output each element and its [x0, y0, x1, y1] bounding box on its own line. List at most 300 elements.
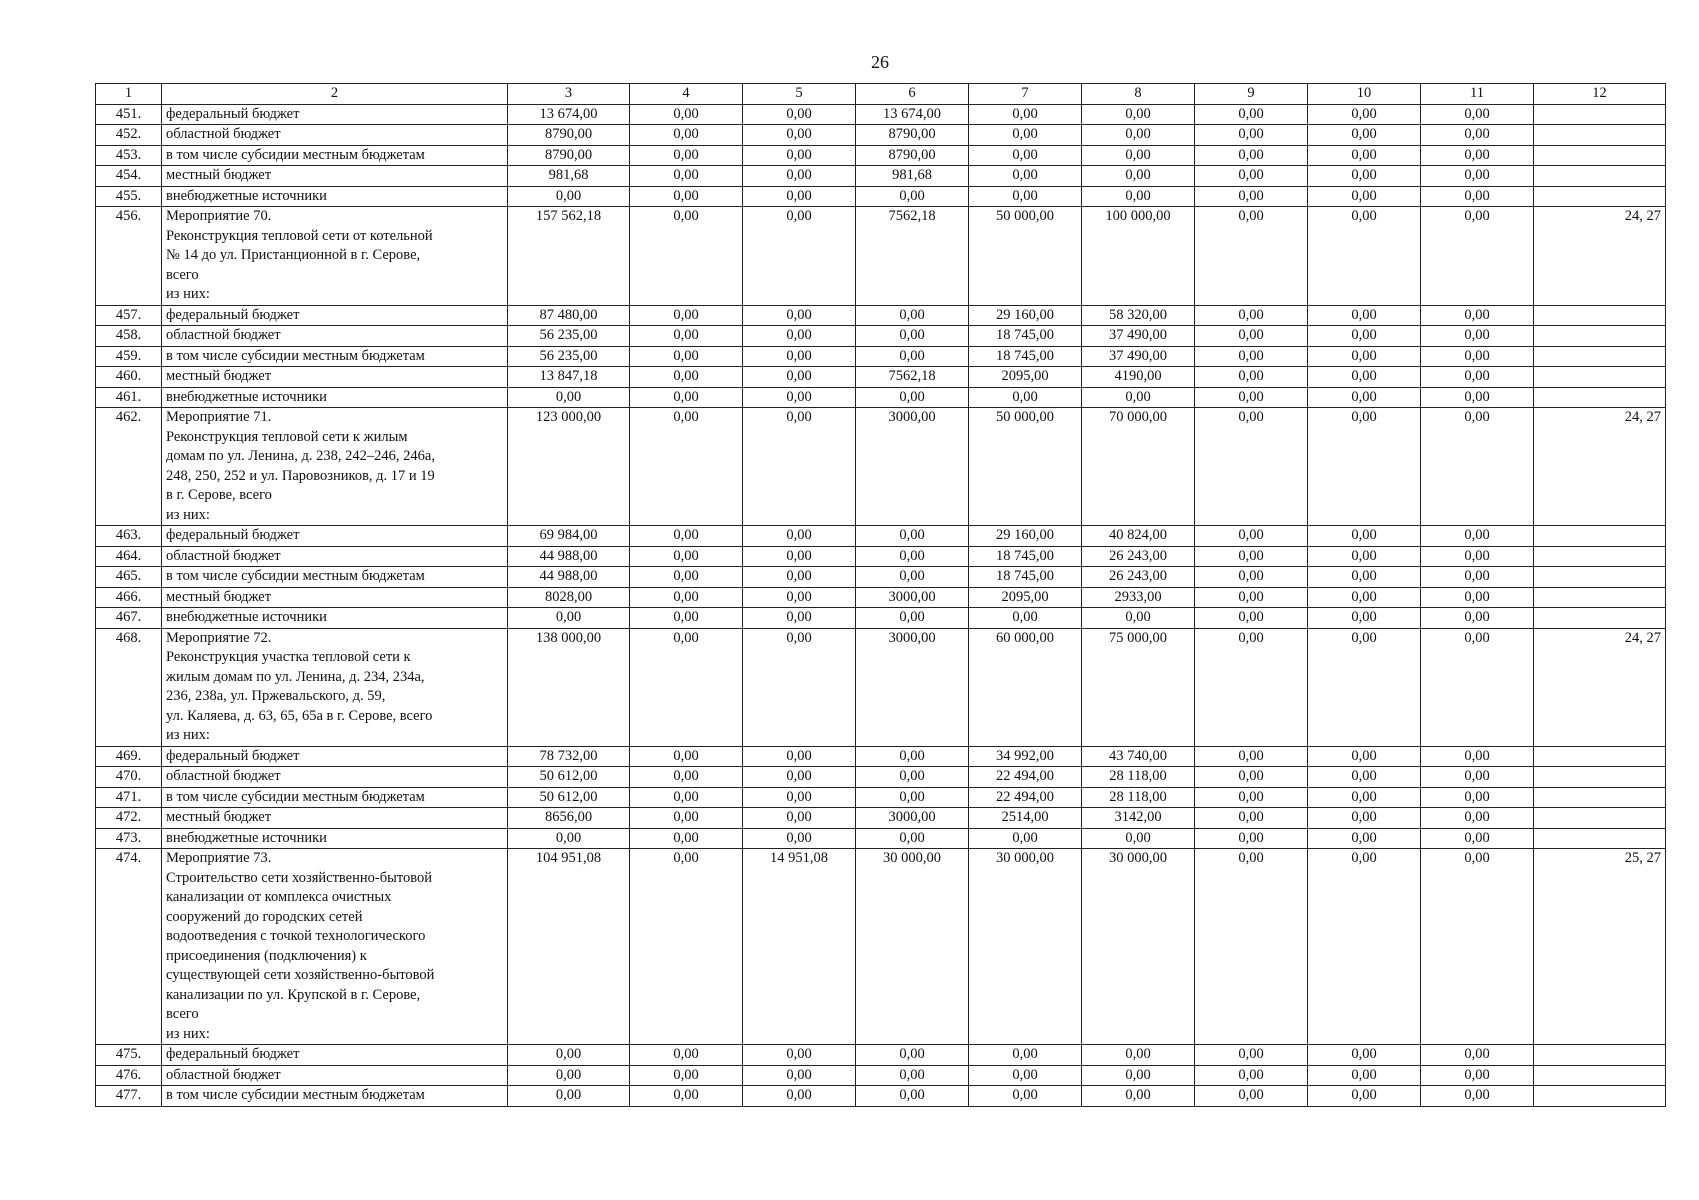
target-indicators: [1534, 145, 1666, 166]
row-number: 457.: [96, 305, 162, 326]
value-col-4: 0,00: [630, 305, 743, 326]
row-number: 466.: [96, 587, 162, 608]
value-col-8: 30 000,00: [1082, 849, 1195, 1045]
row-number: 471.: [96, 787, 162, 808]
value-col-10: 0,00: [1308, 166, 1421, 187]
value-col-6: 3000,00: [856, 808, 969, 829]
column-header-10: 10: [1308, 84, 1421, 105]
value-col-10: 0,00: [1308, 367, 1421, 388]
value-col-5: 0,00: [743, 1065, 856, 1086]
target-indicators: [1534, 587, 1666, 608]
value-col-4: 0,00: [630, 526, 743, 547]
value-col-3: 123 000,00: [508, 408, 630, 526]
value-col-10: 0,00: [1308, 808, 1421, 829]
value-col-4: 0,00: [630, 125, 743, 146]
row-number: 451.: [96, 104, 162, 125]
value-col-11: 0,00: [1421, 787, 1534, 808]
value-col-6: 0,00: [856, 767, 969, 788]
row-number: 467.: [96, 608, 162, 629]
value-col-7: 2095,00: [969, 367, 1082, 388]
value-col-7: 0,00: [969, 1086, 1082, 1107]
value-col-8: 43 740,00: [1082, 746, 1195, 767]
row-number: 476.: [96, 1065, 162, 1086]
value-col-8: 70 000,00: [1082, 408, 1195, 526]
row-name: Мероприятие 71. Реконструкция тепловой сети к жилым домам по ул. Ленина, д. 238, 242–246, 246а, 248, 250, 252 и ул. Паровозников, д. 17 и 19 в г. Серове, всего из них:: [162, 408, 508, 526]
target-indicators: [1534, 1065, 1666, 1086]
value-col-11: 0,00: [1421, 828, 1534, 849]
column-header-8: 8: [1082, 84, 1195, 105]
target-indicators: [1534, 787, 1666, 808]
value-col-11: 0,00: [1421, 1086, 1534, 1107]
value-col-7: 0,00: [969, 145, 1082, 166]
value-col-3: 69 984,00: [508, 526, 630, 547]
value-col-9: 0,00: [1195, 367, 1308, 388]
value-col-4: 0,00: [630, 546, 743, 567]
value-col-4: 0,00: [630, 767, 743, 788]
value-col-3: 0,00: [508, 608, 630, 629]
value-col-8: 26 243,00: [1082, 567, 1195, 588]
table-row: [96, 1086, 1666, 1107]
value-col-7: 0,00: [969, 387, 1082, 408]
value-col-8: 0,00: [1082, 387, 1195, 408]
value-col-7: 0,00: [969, 186, 1082, 207]
value-col-7: 0,00: [969, 166, 1082, 187]
value-col-7: 29 160,00: [969, 305, 1082, 326]
value-col-10: 0,00: [1308, 186, 1421, 207]
value-col-9: 0,00: [1195, 166, 1308, 187]
table-row: [96, 346, 1666, 367]
value-col-8: 0,00: [1082, 1045, 1195, 1066]
value-col-6: 3000,00: [856, 628, 969, 746]
value-col-11: 0,00: [1421, 367, 1534, 388]
value-col-10: 0,00: [1308, 326, 1421, 347]
value-col-5: 0,00: [743, 628, 856, 746]
value-col-4: 0,00: [630, 828, 743, 849]
row-number: 477.: [96, 1086, 162, 1107]
value-col-6: 8790,00: [856, 125, 969, 146]
value-col-4: 0,00: [630, 808, 743, 829]
value-col-9: 0,00: [1195, 346, 1308, 367]
value-col-4: 0,00: [630, 145, 743, 166]
table-row: [96, 746, 1666, 767]
value-col-5: 0,00: [743, 387, 856, 408]
value-col-6: 3000,00: [856, 408, 969, 526]
value-col-6: 0,00: [856, 1065, 969, 1086]
value-col-5: 0,00: [743, 166, 856, 187]
value-col-7: 18 745,00: [969, 326, 1082, 347]
row-name: в том числе субсидии местным бюджетам: [162, 346, 508, 367]
value-col-11: 0,00: [1421, 546, 1534, 567]
value-col-6: 0,00: [856, 526, 969, 547]
row-number: 462.: [96, 408, 162, 526]
row-name: Мероприятие 73. Строительство сети хозяйственно-бытовой канализации от комплекса очистных сооружений до городских сетей водоотведения с точкой технологического присоединения (подключения) к существующей сети хозяйственно-бытовой канализации по ул. Крупской в г. Серове, всего из них:: [162, 849, 508, 1045]
value-col-8: 28 118,00: [1082, 767, 1195, 788]
page-number: 26: [871, 52, 889, 72]
value-col-5: 0,00: [743, 104, 856, 125]
table-row: [96, 587, 1666, 608]
value-col-11: 0,00: [1421, 1045, 1534, 1066]
row-name: областной бюджет: [162, 767, 508, 788]
value-col-3: 104 951,08: [508, 849, 630, 1045]
value-col-7: 18 745,00: [969, 546, 1082, 567]
value-col-9: 0,00: [1195, 787, 1308, 808]
value-col-8: 75 000,00: [1082, 628, 1195, 746]
value-col-7: 29 160,00: [969, 526, 1082, 547]
row-name: внебюджетные источники: [162, 387, 508, 408]
value-col-7: 60 000,00: [969, 628, 1082, 746]
value-col-8: 58 320,00: [1082, 305, 1195, 326]
target-indicators: [1534, 387, 1666, 408]
target-indicators: [1534, 767, 1666, 788]
table-row: [96, 104, 1666, 125]
value-col-9: 0,00: [1195, 1045, 1308, 1066]
value-col-11: 0,00: [1421, 125, 1534, 146]
value-col-3: 56 235,00: [508, 326, 630, 347]
value-col-5: 0,00: [743, 526, 856, 547]
value-col-9: 0,00: [1195, 145, 1308, 166]
row-number: 456.: [96, 207, 162, 306]
value-col-5: 0,00: [743, 787, 856, 808]
row-name: в том числе субсидии местным бюджетам: [162, 567, 508, 588]
value-col-10: 0,00: [1308, 628, 1421, 746]
table-row: [96, 808, 1666, 829]
row-name: в том числе субсидии местным бюджетам: [162, 787, 508, 808]
row-name: местный бюджет: [162, 166, 508, 187]
row-number: 474.: [96, 849, 162, 1045]
value-col-3: 157 562,18: [508, 207, 630, 306]
row-number: 465.: [96, 567, 162, 588]
value-col-10: 0,00: [1308, 767, 1421, 788]
value-col-10: 0,00: [1308, 305, 1421, 326]
row-name: местный бюджет: [162, 367, 508, 388]
value-col-9: 0,00: [1195, 104, 1308, 125]
table-row: [96, 186, 1666, 207]
value-col-4: 0,00: [630, 628, 743, 746]
row-number: 473.: [96, 828, 162, 849]
value-col-9: 0,00: [1195, 125, 1308, 146]
value-col-6: 3000,00: [856, 587, 969, 608]
value-col-3: 0,00: [508, 1045, 630, 1066]
value-col-3: 13 847,18: [508, 367, 630, 388]
row-number: 458.: [96, 326, 162, 347]
column-header-6: 6: [856, 84, 969, 105]
value-col-8: 26 243,00: [1082, 546, 1195, 567]
row-name: местный бюджет: [162, 808, 508, 829]
value-col-7: 18 745,00: [969, 567, 1082, 588]
value-col-9: 0,00: [1195, 408, 1308, 526]
value-col-5: 0,00: [743, 207, 856, 306]
row-name: внебюджетные источники: [162, 186, 508, 207]
value-col-4: 0,00: [630, 186, 743, 207]
value-col-7: 0,00: [969, 1045, 1082, 1066]
column-header-2: 2: [162, 84, 508, 105]
column-header-3: 3: [508, 84, 630, 105]
target-indicators: [1534, 808, 1666, 829]
value-col-3: 50 612,00: [508, 767, 630, 788]
value-col-3: 0,00: [508, 1065, 630, 1086]
budget-table: [95, 83, 1666, 1107]
value-col-10: 0,00: [1308, 587, 1421, 608]
value-col-3: 981,68: [508, 166, 630, 187]
value-col-9: 0,00: [1195, 207, 1308, 306]
value-col-4: 0,00: [630, 387, 743, 408]
row-number: 463.: [96, 526, 162, 547]
column-header-7: 7: [969, 84, 1082, 105]
value-col-10: 0,00: [1308, 546, 1421, 567]
value-col-5: 0,00: [743, 186, 856, 207]
value-col-7: 2514,00: [969, 808, 1082, 829]
value-col-3: 50 612,00: [508, 787, 630, 808]
value-col-10: 0,00: [1308, 1086, 1421, 1107]
table-row: [96, 767, 1666, 788]
value-col-10: 0,00: [1308, 207, 1421, 306]
value-col-11: 0,00: [1421, 767, 1534, 788]
value-col-6: 981,68: [856, 166, 969, 187]
value-col-8: 0,00: [1082, 186, 1195, 207]
table-row: [96, 546, 1666, 567]
value-col-7: 0,00: [969, 1065, 1082, 1086]
value-col-6: 0,00: [856, 567, 969, 588]
row-number: 464.: [96, 546, 162, 567]
row-name: федеральный бюджет: [162, 526, 508, 547]
value-col-11: 0,00: [1421, 608, 1534, 629]
row-number: 468.: [96, 628, 162, 746]
value-col-11: 0,00: [1421, 408, 1534, 526]
value-col-7: 0,00: [969, 608, 1082, 629]
value-col-8: 28 118,00: [1082, 787, 1195, 808]
value-col-11: 0,00: [1421, 145, 1534, 166]
table-row: [96, 1045, 1666, 1066]
row-name: Мероприятие 72. Реконструкция участка тепловой сети к жилым домам по ул. Ленина, д. 234, 234а, 236, 238а, ул. Пржевальского, д. 59, ул. Каляева, д. 63, 65, 65а в г. Серове, всего из них:: [162, 628, 508, 746]
value-col-11: 0,00: [1421, 166, 1534, 187]
value-col-10: 0,00: [1308, 567, 1421, 588]
value-col-8: 0,00: [1082, 1086, 1195, 1107]
value-col-8: 0,00: [1082, 125, 1195, 146]
value-col-7: 2095,00: [969, 587, 1082, 608]
row-number: 455.: [96, 186, 162, 207]
value-col-6: 0,00: [856, 546, 969, 567]
value-col-9: 0,00: [1195, 1065, 1308, 1086]
table-row: [96, 849, 1666, 1045]
value-col-4: 0,00: [630, 408, 743, 526]
value-col-9: 0,00: [1195, 608, 1308, 629]
table-row: [96, 125, 1666, 146]
value-col-11: 0,00: [1421, 628, 1534, 746]
value-col-10: 0,00: [1308, 104, 1421, 125]
value-col-6: 7562,18: [856, 367, 969, 388]
value-col-9: 0,00: [1195, 186, 1308, 207]
value-col-9: 0,00: [1195, 326, 1308, 347]
target-indicators: [1534, 567, 1666, 588]
column-header-5: 5: [743, 84, 856, 105]
value-col-4: 0,00: [630, 367, 743, 388]
target-indicators: 24, 27: [1534, 628, 1666, 746]
value-col-9: 0,00: [1195, 808, 1308, 829]
value-col-4: 0,00: [630, 166, 743, 187]
value-col-9: 0,00: [1195, 1086, 1308, 1107]
value-col-8: 0,00: [1082, 145, 1195, 166]
value-col-7: 30 000,00: [969, 849, 1082, 1045]
value-col-10: 0,00: [1308, 849, 1421, 1045]
value-col-5: 0,00: [743, 326, 856, 347]
value-col-6: 0,00: [856, 305, 969, 326]
value-col-10: 0,00: [1308, 1065, 1421, 1086]
value-col-11: 0,00: [1421, 587, 1534, 608]
value-col-10: 0,00: [1308, 828, 1421, 849]
row-name: местный бюджет: [162, 587, 508, 608]
row-name: федеральный бюджет: [162, 746, 508, 767]
value-col-9: 0,00: [1195, 305, 1308, 326]
target-indicators: [1534, 608, 1666, 629]
value-col-4: 0,00: [630, 587, 743, 608]
value-col-6: 13 674,00: [856, 104, 969, 125]
target-indicators: [1534, 166, 1666, 187]
target-indicators: [1534, 125, 1666, 146]
target-indicators: [1534, 305, 1666, 326]
column-header-11: 11: [1421, 84, 1534, 105]
value-col-8: 100 000,00: [1082, 207, 1195, 306]
header-row: [96, 84, 1666, 105]
value-col-4: 0,00: [630, 608, 743, 629]
value-col-5: 0,00: [743, 1086, 856, 1107]
value-col-8: 37 490,00: [1082, 346, 1195, 367]
value-col-3: 0,00: [508, 387, 630, 408]
value-col-7: 22 494,00: [969, 767, 1082, 788]
value-col-10: 0,00: [1308, 608, 1421, 629]
row-name: областной бюджет: [162, 1065, 508, 1086]
table-row: [96, 305, 1666, 326]
value-col-7: 0,00: [969, 125, 1082, 146]
row-number: 475.: [96, 1045, 162, 1066]
table-row: [96, 628, 1666, 746]
row-name: в том числе субсидии местным бюджетам: [162, 1086, 508, 1107]
value-col-11: 0,00: [1421, 746, 1534, 767]
column-header-12: 12: [1534, 84, 1666, 105]
value-col-6: 0,00: [856, 787, 969, 808]
target-indicators: [1534, 746, 1666, 767]
row-number: 461.: [96, 387, 162, 408]
value-col-11: 0,00: [1421, 387, 1534, 408]
value-col-5: 0,00: [743, 567, 856, 588]
value-col-11: 0,00: [1421, 346, 1534, 367]
value-col-7: 50 000,00: [969, 408, 1082, 526]
target-indicators: 24, 27: [1534, 207, 1666, 306]
row-name: областной бюджет: [162, 125, 508, 146]
value-col-6: 0,00: [856, 326, 969, 347]
value-col-3: 0,00: [508, 186, 630, 207]
target-indicators: 24, 27: [1534, 408, 1666, 526]
value-col-4: 0,00: [630, 849, 743, 1045]
value-col-6: 0,00: [856, 746, 969, 767]
value-col-10: 0,00: [1308, 145, 1421, 166]
value-col-5: 0,00: [743, 808, 856, 829]
value-col-4: 0,00: [630, 326, 743, 347]
target-indicators: [1534, 346, 1666, 367]
value-col-8: 0,00: [1082, 828, 1195, 849]
value-col-10: 0,00: [1308, 746, 1421, 767]
value-col-3: 138 000,00: [508, 628, 630, 746]
value-col-4: 0,00: [630, 567, 743, 588]
value-col-11: 0,00: [1421, 1065, 1534, 1086]
target-indicators: [1534, 546, 1666, 567]
value-col-6: 0,00: [856, 346, 969, 367]
value-col-7: 34 992,00: [969, 746, 1082, 767]
value-col-5: 14 951,08: [743, 849, 856, 1045]
table-row: [96, 526, 1666, 547]
value-col-10: 0,00: [1308, 787, 1421, 808]
target-indicators: [1534, 526, 1666, 547]
value-col-11: 0,00: [1421, 526, 1534, 547]
value-col-9: 0,00: [1195, 849, 1308, 1045]
table-row: [96, 567, 1666, 588]
row-name: внебюджетные источники: [162, 828, 508, 849]
value-col-5: 0,00: [743, 145, 856, 166]
value-col-8: 0,00: [1082, 608, 1195, 629]
value-col-11: 0,00: [1421, 186, 1534, 207]
value-col-5: 0,00: [743, 305, 856, 326]
row-number: 459.: [96, 346, 162, 367]
row-name: федеральный бюджет: [162, 305, 508, 326]
value-col-7: 0,00: [969, 104, 1082, 125]
table-row: [96, 367, 1666, 388]
value-col-3: 8656,00: [508, 808, 630, 829]
row-name: Мероприятие 70. Реконструкция тепловой сети от котельной № 14 до ул. Пристанционной в г. Серове, всего из них:: [162, 207, 508, 306]
column-header-1: 1: [96, 84, 162, 105]
value-col-8: 40 824,00: [1082, 526, 1195, 547]
value-col-5: 0,00: [743, 828, 856, 849]
value-col-3: 56 235,00: [508, 346, 630, 367]
row-name: федеральный бюджет: [162, 104, 508, 125]
value-col-10: 0,00: [1308, 526, 1421, 547]
value-col-8: 0,00: [1082, 1065, 1195, 1086]
value-col-8: 3142,00: [1082, 808, 1195, 829]
value-col-7: 0,00: [969, 828, 1082, 849]
value-col-6: 0,00: [856, 608, 969, 629]
table-row: [96, 608, 1666, 629]
value-col-8: 0,00: [1082, 166, 1195, 187]
value-col-11: 0,00: [1421, 326, 1534, 347]
row-number: 472.: [96, 808, 162, 829]
value-col-3: 8790,00: [508, 125, 630, 146]
value-col-3: 44 988,00: [508, 567, 630, 588]
value-col-6: 0,00: [856, 387, 969, 408]
value-col-3: 78 732,00: [508, 746, 630, 767]
table-header: [96, 84, 1666, 105]
value-col-4: 0,00: [630, 746, 743, 767]
value-col-7: 18 745,00: [969, 346, 1082, 367]
table-row: [96, 787, 1666, 808]
value-col-4: 0,00: [630, 787, 743, 808]
value-col-10: 0,00: [1308, 387, 1421, 408]
value-col-10: 0,00: [1308, 408, 1421, 526]
value-col-4: 0,00: [630, 1045, 743, 1066]
row-name: внебюджетные источники: [162, 608, 508, 629]
value-col-9: 0,00: [1195, 828, 1308, 849]
row-name: областной бюджет: [162, 326, 508, 347]
value-col-4: 0,00: [630, 104, 743, 125]
target-indicators: [1534, 828, 1666, 849]
value-col-9: 0,00: [1195, 628, 1308, 746]
row-name: областной бюджет: [162, 546, 508, 567]
value-col-11: 0,00: [1421, 849, 1534, 1045]
column-header-9: 9: [1195, 84, 1308, 105]
target-indicators: [1534, 326, 1666, 347]
table-row: [96, 1065, 1666, 1086]
value-col-3: 13 674,00: [508, 104, 630, 125]
value-col-4: 0,00: [630, 207, 743, 306]
value-col-9: 0,00: [1195, 387, 1308, 408]
value-col-11: 0,00: [1421, 104, 1534, 125]
